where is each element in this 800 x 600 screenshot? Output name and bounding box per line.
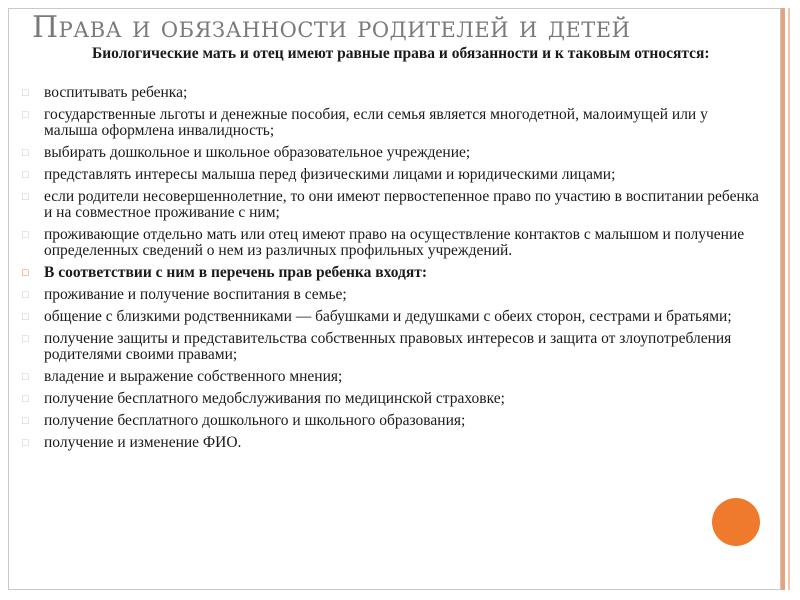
intro-paragraph: Биологические мать и отец имеют равные права и обязанности и к таковым относятся: — [92, 45, 710, 62]
bullet-list — [22, 85, 762, 457]
bullet-square-icon: □ — [22, 169, 29, 181]
list-item — [22, 413, 762, 429]
bullet-square-icon: □ — [22, 289, 29, 301]
bullet-square-icon: □ — [22, 147, 29, 159]
bullet-square-icon: □ — [22, 87, 29, 99]
list-item — [22, 331, 762, 363]
frame-accent-bar — [781, 8, 785, 590]
list-item-text: получение бесплатного дошкольного и школьного образования; — [44, 412, 466, 429]
list-item-text: выбирать дошкольное и школьное образовательное учреждение; — [44, 144, 471, 161]
list-item-text: получение бесплатного медобслуживания по медицинской страховке; — [44, 390, 505, 407]
list-item-text: владение и выражение собственного мнения; — [44, 368, 343, 385]
bullet-square-icon: □ — [22, 371, 29, 383]
bullet-square-icon: □ — [22, 267, 29, 279]
bullet-square-icon: □ — [22, 415, 29, 427]
list-item — [22, 107, 762, 139]
bullet-square-icon: □ — [22, 333, 29, 345]
list-item — [22, 85, 762, 101]
list-item-text: получение и изменение ФИО. — [44, 434, 242, 451]
bullet-square-icon: □ — [22, 437, 29, 449]
frame-accent-bar-thin — [788, 8, 790, 590]
list-item-text: проживание и получение воспитания в семье; — [44, 286, 347, 303]
list-item-text: государственные льготы и денежные пособия, если семья является многодетной, малоимущей или у малыша оформлена инвалидность; — [44, 106, 708, 139]
list-item — [22, 227, 762, 259]
list-item-text: получение защиты и представительства собственных правовых интересов и защита от злоупотребления родителями своими правами; — [44, 330, 732, 363]
decorative-orange-circle — [712, 498, 760, 546]
list-item-text: воспитывать ребенка; — [44, 84, 188, 101]
list-item — [22, 369, 762, 385]
list-item-text: В соответствии с ним в перечень прав ребенка входят: — [44, 264, 428, 281]
list-item — [22, 391, 762, 407]
list-item — [22, 189, 762, 221]
list-item — [22, 309, 762, 325]
bullet-square-icon: □ — [22, 229, 29, 241]
list-item — [22, 435, 762, 451]
list-item — [22, 265, 762, 281]
bullet-square-icon: □ — [22, 311, 29, 323]
list-item-text: представлять интересы малыша перед физическими лицами и юридическими лицами; — [44, 166, 616, 183]
list-item — [22, 287, 762, 303]
list-item-text: общение с близкими родственниками — бабушками и дедушками с обеих сторон, сестрами и братьями; — [44, 308, 732, 325]
list-item-text: если родители несовершеннолетние, то они имеют первостепенное право по участию в воспитании ребенка и на совместное проживание с ним; — [44, 188, 759, 221]
list-item-text: проживающие отдельно мать или отец имеют право на осуществление контактов с малышом и получение определенных сведений о нем из различных профильных учреждений. — [44, 226, 745, 259]
list-item — [22, 145, 762, 161]
bullet-square-icon: □ — [22, 191, 29, 203]
bullet-square-icon: □ — [22, 393, 29, 405]
bullet-square-icon: □ — [22, 109, 29, 121]
list-item — [22, 167, 762, 183]
slide-title: Права и обязанности родителей и детей — [32, 10, 631, 45]
